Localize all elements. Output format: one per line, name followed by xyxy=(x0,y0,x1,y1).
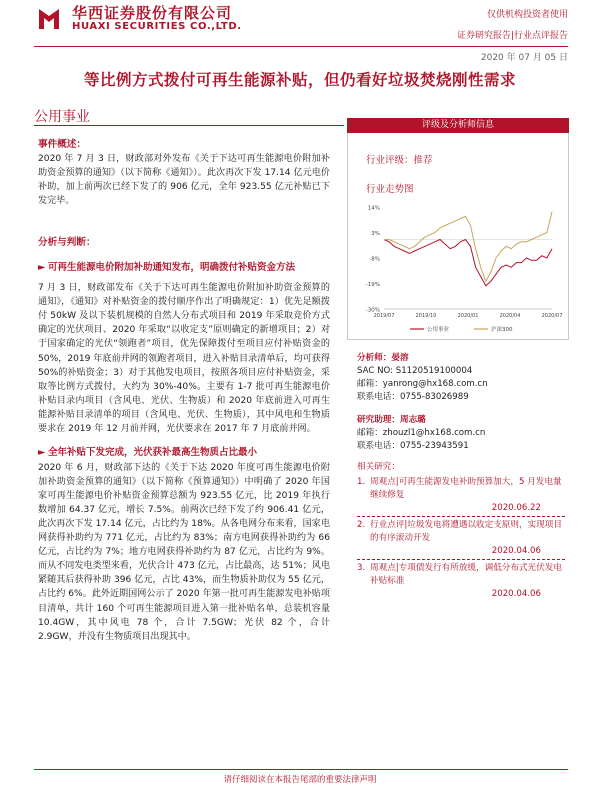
trend-chart xyxy=(348,199,568,339)
legend-label: 公用事业 xyxy=(427,327,450,333)
trend-chart-svg xyxy=(348,199,568,339)
bullet-1-title: 可再生能源电价附加补助通知发布，明确拨付补贴资金方法 xyxy=(48,261,296,273)
legend-label: 沪深300 xyxy=(491,327,513,333)
footer-divider xyxy=(34,769,568,770)
audience-tag: 仅供机构投资者使用 xyxy=(486,10,568,20)
related-item-date: 2020.04.06 xyxy=(491,589,541,599)
series-line-sector xyxy=(384,240,552,286)
related-item[interactable] xyxy=(347,560,569,588)
report-type-tag: 证券研究报告|行业点评报告 xyxy=(456,31,568,41)
company-name-en: HUAXI SECURITIES CO.,LTD. xyxy=(72,21,242,32)
rating-box-title: 评级及分析师信息 xyxy=(347,118,569,133)
arrow-right-icon: ► xyxy=(38,447,46,459)
related-item-title: 行业点评|垃圾发电将遭遇以收定支原则，实现项目的有序滚动开发 xyxy=(370,520,562,543)
analyst-1-phone: 联系电话：0755-83026989 xyxy=(357,392,469,402)
sector-name: 公用事业 xyxy=(34,109,90,125)
related-item-title: 周观点|可再生能源发电补助预算加大，5 月发电量继续修复 xyxy=(370,477,562,500)
related-heading: 相关研究： xyxy=(357,462,400,472)
y-tick-label: -8% xyxy=(369,256,380,263)
related-item-title: 周观点|专项债发行有所放缓，调低分布式光伏发电补贴标准 xyxy=(370,563,562,586)
report-date: 2020 年 07 月 05 日 xyxy=(480,53,568,63)
x-tick-label: 2020/04 xyxy=(499,313,521,319)
legal-notice: 请仔细阅读在本报告尾部的重要法律声明 xyxy=(223,775,377,785)
bullet-2-title: 全年补贴下发完成，光伏获补最高生物质占比最小 xyxy=(48,447,258,459)
header-divider xyxy=(34,46,568,47)
x-tick-label: 2020/01 xyxy=(457,313,479,319)
analyst-2-email[interactable]: 邮箱：zhouzl1@hx168.com.cn xyxy=(357,428,486,438)
rating-box xyxy=(347,133,569,339)
industry-rating: 行业评级：推荐 xyxy=(366,155,433,166)
company-name-cn: 华西证券股份有限公司 xyxy=(72,4,233,22)
huaxi-logo-icon xyxy=(34,4,64,34)
y-tick-label: -30% xyxy=(365,307,380,314)
bullet-1-text: 7 月 3 日，财政部发布《关于下达可再生能源电价附加补助资金预算的通知》，《通知》对补贴资金的拨付顺序作出了明确规定：1）优先足额拨付 50kW 及以下装机规模的自然人分布式项目和 2019 年采取竞价方式确定的光伏项目、2020 年采取“以收定支”原则确定的新增项目；2）对于国家确定的光伏“领跑者”项目，优先保障拨付至项目应付补贴资金的 50%，2019 年底前并网的领跑者项目，进入补贴目录清单后，均可获得 50%的补贴资金；3）对于其他发电项目，按照各项目应付补贴资金，采取等比例方式拨付，大约为 30%-40%。主要有 1-7 批可再生能源电价补贴目录内项目（含风电、光伏、生物质）和 2020 年底前进入可再生能源补贴目录清单的项目（含风电、光伏、生物质），其中风电和生物质要求在 2019 年 12 月前并网，光伏要求在 2017 年 7 月底前并网。 xyxy=(38,283,330,434)
related-item-num: 2. xyxy=(357,520,366,530)
trend-chart-title: 行业走势图 xyxy=(366,184,414,195)
report-title: 等比例方式拨付可再生能源补贴，但仍看好垃圾焚烧刚性需求 xyxy=(83,71,516,89)
x-tick-label: 2019/10 xyxy=(415,313,437,319)
analyst-2-name: 研究助理：周志璐 xyxy=(357,415,426,425)
analysis-heading: 分析与判断： xyxy=(38,237,96,249)
sidebar xyxy=(347,118,569,601)
related-research xyxy=(347,461,569,601)
analyst-2-phone: 联系电话：0755-23943591 xyxy=(357,441,469,451)
related-item-date: 2020.04.06 xyxy=(491,546,541,556)
summary-heading: 事件概述： xyxy=(38,139,86,150)
analyst-block xyxy=(347,340,569,453)
analyst-1-sac: SAC NO: S1120519100004 xyxy=(357,366,473,376)
series-line-index xyxy=(384,212,552,282)
related-item-date: 2020.06.22 xyxy=(491,503,541,513)
bullet-2-heading xyxy=(38,446,330,461)
y-tick-label: 14% xyxy=(367,205,380,212)
analyst-1-email[interactable]: 邮箱：yanrong@hx168.com.cn xyxy=(357,379,488,389)
x-tick-label: 2019/07 xyxy=(373,313,395,319)
analyst-1-name: 分析师：晏溶 xyxy=(357,353,409,363)
main-column xyxy=(38,132,330,644)
y-tick-label: 3% xyxy=(371,231,380,237)
related-item[interactable] xyxy=(347,517,569,545)
bullet-2-text: 2020 年 6 月，财政部下达的《关于下达 2020 年度可再生能源电价附加补助资金预算的通知》（以下简称《预算通知》）中明确了 2020 年国家可再生能源电价补贴资金预算总额为 923.55 亿元，比 2019 年执行数增加 64.37 亿元，增长 7.5%。前两次已经下发了约 906.41 亿元，此次再次下发 17.14 亿元，占比约为 18%。从各电网分布来看，国家电网获得补助约为 771 亿元，占比约为 83%；南方电网获得补助约为 66 亿元，占比约为 7%；地方电网获得补助约为 87 亿元，占比约为 9%。而从不同发电类型来看，光伏合计 473 亿元，占比最高，达 51%；风电紧随其后获得补助 396 亿元，占比 43%，而生物质补助仅为 55 亿元，占比约 6%。此外近期国网公示了 2020 年第一批可再生能源发电补贴项目清单，共计 160 个可再生能源项目进入第一批补贴名单，总装机容量 10.4GW，其中风电 78 个，合计 7.5GW；光伏 82 个，合计 2.9GW，并没有生物质项目出现其中。 xyxy=(38,462,330,642)
summary-text: 2020 年 7 月 3 日，财政部对外发布《关于下达可再生能源电价附加补助资金预算的通知》（以下简称《通知》）。此次再次下发 17.14 亿元电价补助，加上前两次已经下发了的 906 亿元，全年 923.55 亿元补贴已下发完毕。 xyxy=(38,154,330,207)
related-item-num: 1. xyxy=(357,477,366,487)
bullet-1-heading xyxy=(38,261,330,276)
arrow-right-icon: ► xyxy=(38,261,46,273)
sector-divider xyxy=(34,125,344,126)
related-item-num: 3. xyxy=(357,563,366,573)
y-tick-label: -19% xyxy=(365,282,380,288)
related-item[interactable] xyxy=(347,474,569,502)
x-tick-label: 2020/07 xyxy=(541,313,563,319)
